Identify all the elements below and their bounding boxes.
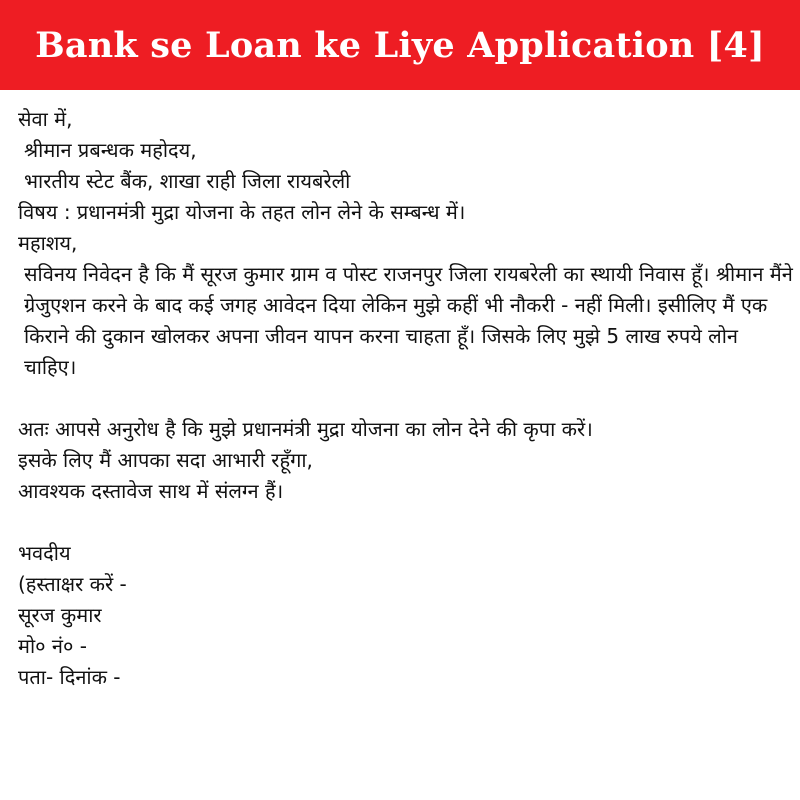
recipient-title: श्रीमान प्रबन्धक महोदय, [24,138,197,162]
signature-line: (हस्ताक्षर करें - [18,572,127,596]
request-paragraph: अतः आपसे अनुरोध है कि मुझे प्रधानमंत्री मुद्रा योजना का लोन देने की कृपा करें। [18,417,593,441]
subject-line: विषय : प्रधानमंत्री मुद्रा योजना के तहत लोन लेने के सम्बन्ध में। [18,200,466,224]
address-date-line: पता- दिनांक - [18,665,121,689]
mobile-line: मो० नं० - [18,634,87,658]
closing: भवदीय [18,541,71,565]
title-banner [0,0,800,90]
page-title: Bank se Loan ke Liye Application [4] [35,24,765,66]
sender-name: सूरज कुमार [18,603,102,627]
paragraph-spacer [18,383,793,414]
body-paragraph: सविनय निवेदन है कि मैं सूरज कुमार ग्राम व पोस्ट राजनपुर जिला रायबरेली का स्थायी निवास हूँ। श्रीमान मैंने ग्रेजुएशन करने के बाद कई जगह आवेदन दिया लेकिन मुझे कहीं भी नौकरी - नहीं मिली। इसीलिए मैं एक किराने की दुकान खोलकर अपना जीवन यापन करना चाहता हूँ। जिसके लिए मुझे 5 लाख रुपये लोन चाहिए। [24,262,793,379]
greeting: महाशय, [18,231,78,255]
attachments-line: आवश्यक दस्तावेज साथ में संलग्न हैं। [18,479,284,503]
gratitude-line: इसके लिए मैं आपका सदा आभारी रहूँगा, [18,448,313,472]
application-letter [18,104,793,693]
closing-spacer [18,507,793,538]
salutation-to: सेवा में, [18,107,73,131]
recipient-bank: भारतीय स्टेट बैंक, शाखा राही जिला रायबरेली [24,169,351,193]
